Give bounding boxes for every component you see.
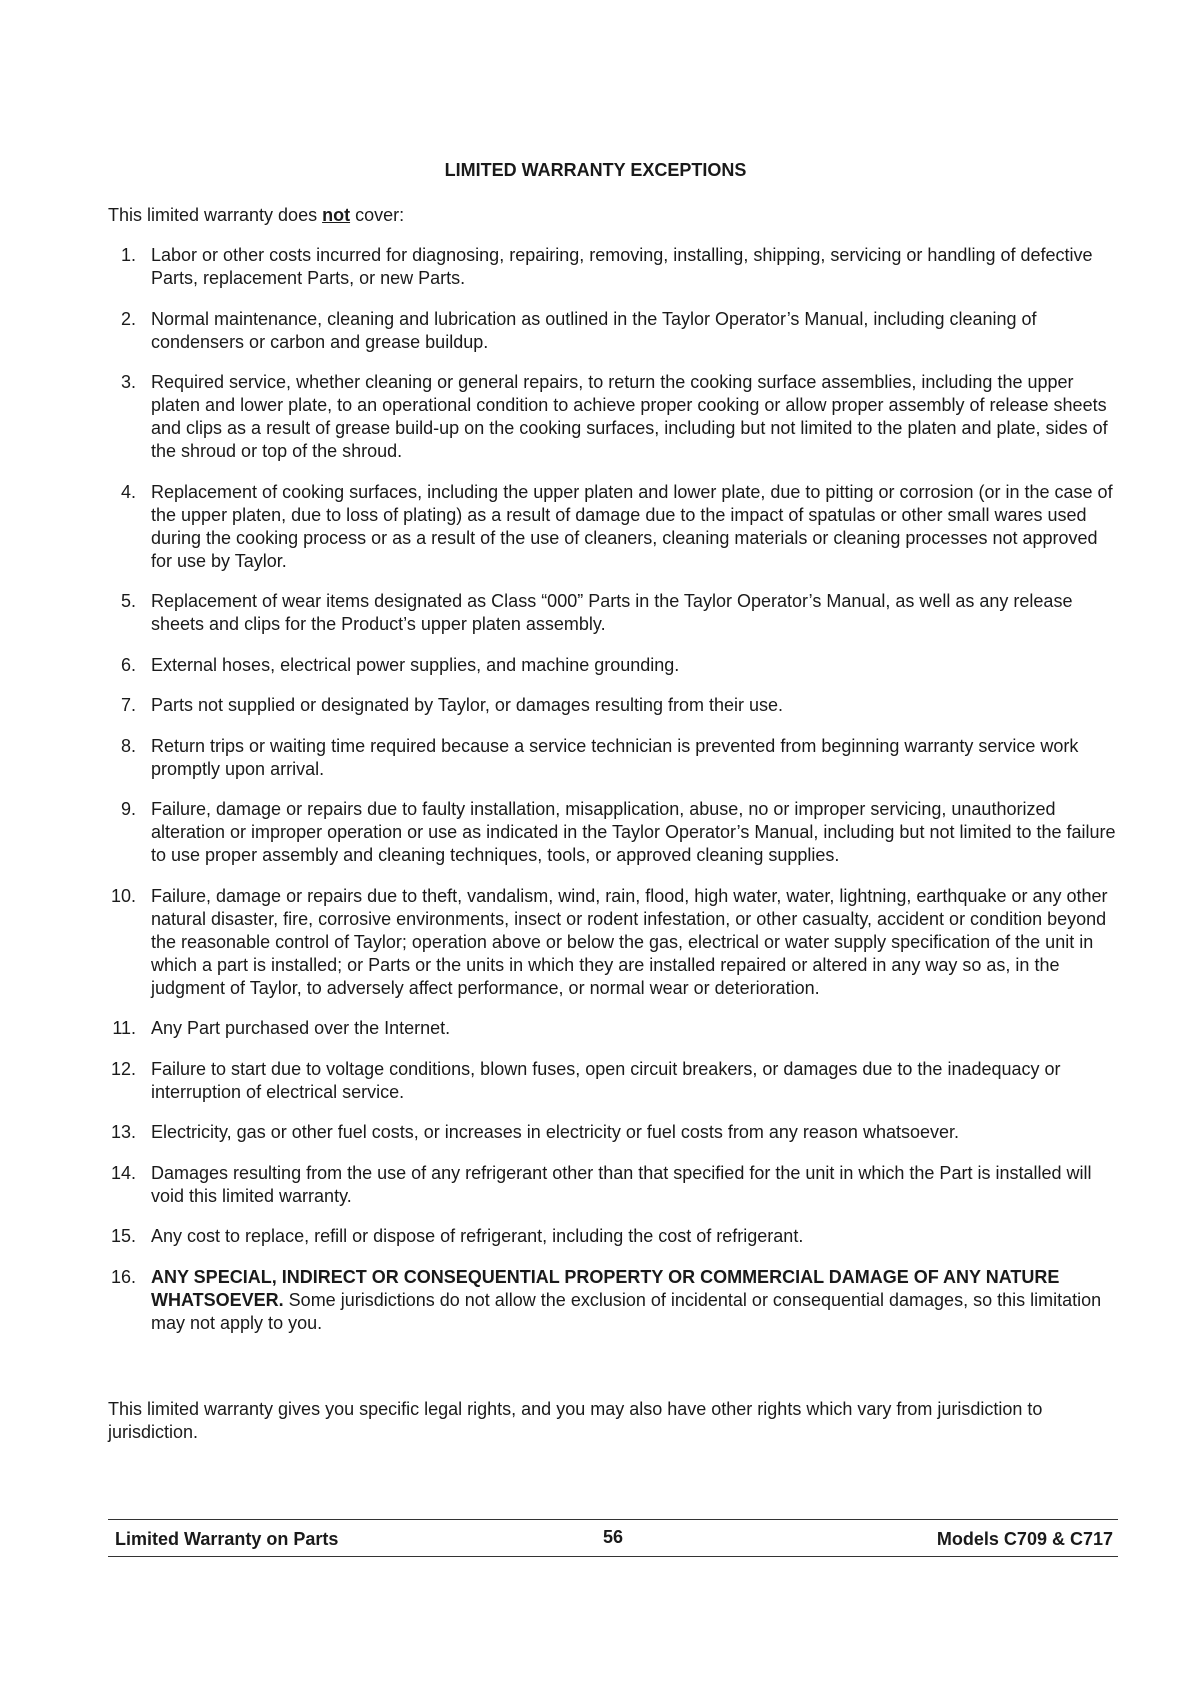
exceptions-list xyxy=(108,244,1118,1352)
footer-page-number: 56 xyxy=(602,1527,624,1547)
exception-number: 1. xyxy=(120,245,136,265)
footer-section-title: Limited Warranty on Parts xyxy=(115,1529,339,1549)
exception-item-5 xyxy=(108,590,1118,636)
closing-text: This limited warranty gives you specific legal rights, and you may also have other rights which vary from jurisdiction to jurisdiction. xyxy=(108,1399,1043,1442)
exception-text: Return trips or waiting time required because a service technician is prevented from beginning warranty service work promptly upon arrival. xyxy=(151,735,1079,779)
exception-item-16 xyxy=(108,1266,1118,1335)
page-footer xyxy=(108,1519,1118,1557)
exception-item-14 xyxy=(108,1162,1118,1208)
intro-text xyxy=(108,205,404,226)
exception-number: 14. xyxy=(110,1162,136,1183)
exception-number: 5. xyxy=(120,591,136,611)
exception-number: 4. xyxy=(120,481,136,502)
exception-item-4 xyxy=(108,481,1118,573)
intro-emphasis: not xyxy=(322,205,351,225)
exception-text: Failure, damage or repairs due to faulty installation, misapplication, abuse, no or improper servicing, unauthorized alteration or improper operation or use as indicated in the Taylor Operator’s Manual, including but not limited to the failure to use proper assembly and cleaning techniques, tools, or approved cleaning supplies. xyxy=(151,799,1116,865)
intro-after: cover: xyxy=(350,205,405,225)
exception-text: Required service, whether cleaning or general repairs, to return the cooking surface assemblies, including the upper platen and lower plate, to an operational condition to achieve proper cooking or allow proper assembly of release sheets and clips as a result of grease build-up on the cooking surfaces, including but not limited to the platen and plate, sides of the shroud or top of the shroud. xyxy=(151,372,1108,461)
exception-number: 12. xyxy=(110,1058,136,1079)
exception-text: Electricity, gas or other fuel costs, or increases in electricity or fuel costs from any reason whatsoever. xyxy=(151,1122,959,1142)
exception-item-15 xyxy=(108,1225,1118,1248)
exception-text: Labor or other costs incurred for diagnosing, repairing, removing, installing, shipping, servicing or handling of defective Parts, replacement Parts, or new Parts. xyxy=(151,245,1093,288)
exception-item-2 xyxy=(108,308,1118,354)
exception-number: 3. xyxy=(120,372,136,392)
exception-number: 9. xyxy=(120,799,136,819)
exception-text: External hoses, electrical power supplies, and machine grounding. xyxy=(151,654,680,675)
exception-item-12 xyxy=(108,1058,1118,1104)
exception-number: 16. xyxy=(110,1266,136,1287)
exception-item-1 xyxy=(108,244,1118,290)
exception-item-10 xyxy=(108,885,1118,1000)
exception-item-7 xyxy=(108,694,1118,717)
exception-item-6 xyxy=(108,654,1118,677)
exception-text: Any cost to replace, refill or dispose of refrigerant, including the cost of refrigerant. xyxy=(151,1226,804,1246)
exception-number: 8. xyxy=(120,735,136,756)
exception-text: Failure to start due to voltage conditions, blown fuses, open circuit breakers, or damages due to the inadequacy or interruption of electrical service. xyxy=(151,1058,1061,1102)
exception-item-13 xyxy=(108,1121,1118,1144)
exception-text: Damages resulting from the use of any refrigerant other than that specified for the unit in which the Part is installed will void this limited warranty. xyxy=(151,1162,1092,1206)
exception-bold-text: ANY SPECIAL, INDIRECT OR CONSEQUENTIAL PROPERTY OR COMMERCIAL DAMAGE OF ANY NATURE WHATSOEVER. xyxy=(151,1266,1060,1310)
exception-text xyxy=(151,1266,1118,1335)
exception-text: Normal maintenance, cleaning and lubrication as outlined in the Taylor Operator’s Manual, including cleaning of condensers or carbon and grease buildup. xyxy=(151,308,1037,352)
exception-item-9 xyxy=(108,798,1118,867)
exception-number: 15. xyxy=(110,1226,136,1246)
exception-item-11 xyxy=(108,1017,1118,1040)
exception-item-3 xyxy=(108,371,1118,463)
exception-item-8 xyxy=(108,735,1118,781)
exception-number: 11. xyxy=(112,1018,136,1038)
exception-text: Any Part purchased over the Internet. xyxy=(151,1018,451,1038)
exception-text: Replacement of wear items designated as Class “000” Parts in the Taylor Operator’s Manual, as well as any release sheets and clips for the Product’s upper platen assembly. xyxy=(151,591,1073,634)
exception-number: 13. xyxy=(110,1122,136,1142)
footer-model-names: Models C709 & C717 xyxy=(936,1529,1113,1549)
exception-number: 6. xyxy=(120,654,136,675)
exception-text: Replacement of cooking surfaces, including the upper platen and lower plate, due to pitting or corrosion (or in the case of the upper platen, due to loss of plating) as a result of damage due to the impact of spatulas or other small wares used during the cooking process or as a result of the use of cleaners, cleaning materials or cleaning processes not approved for use by Taylor. xyxy=(151,481,1113,571)
intro-before: This limited warranty does xyxy=(108,205,323,225)
exception-plain-text: Some jurisdictions do not allow the exclusion of incidental or consequential damages, so this limitation may not apply to you. xyxy=(151,1289,1102,1333)
exception-number: 7. xyxy=(120,695,136,715)
page-title: LIMITED WARRANTY EXCEPTIONS xyxy=(444,160,747,180)
exception-number: 2. xyxy=(120,308,136,329)
exception-text: Parts not supplied or designated by Taylor, or damages resulting from their use. xyxy=(151,695,784,715)
exception-text: Failure, damage or repairs due to theft, vandalism, wind, rain, flood, high water, water, lightning, earthquake or any other natural disaster, fire, corrosive environments, insect or rodent infestation, or other casualty, accident or condition beyond the reasonable control of Taylor; operation above or below the gas, electrical or water supply specification of the unit in which a part is installed; or Parts or the units in which they are installed repaired or altered in any way so as, in the judgment of Taylor, to adversely affect performance, or normal wear or deterioration. xyxy=(151,885,1108,998)
exception-number: 10. xyxy=(110,885,136,906)
